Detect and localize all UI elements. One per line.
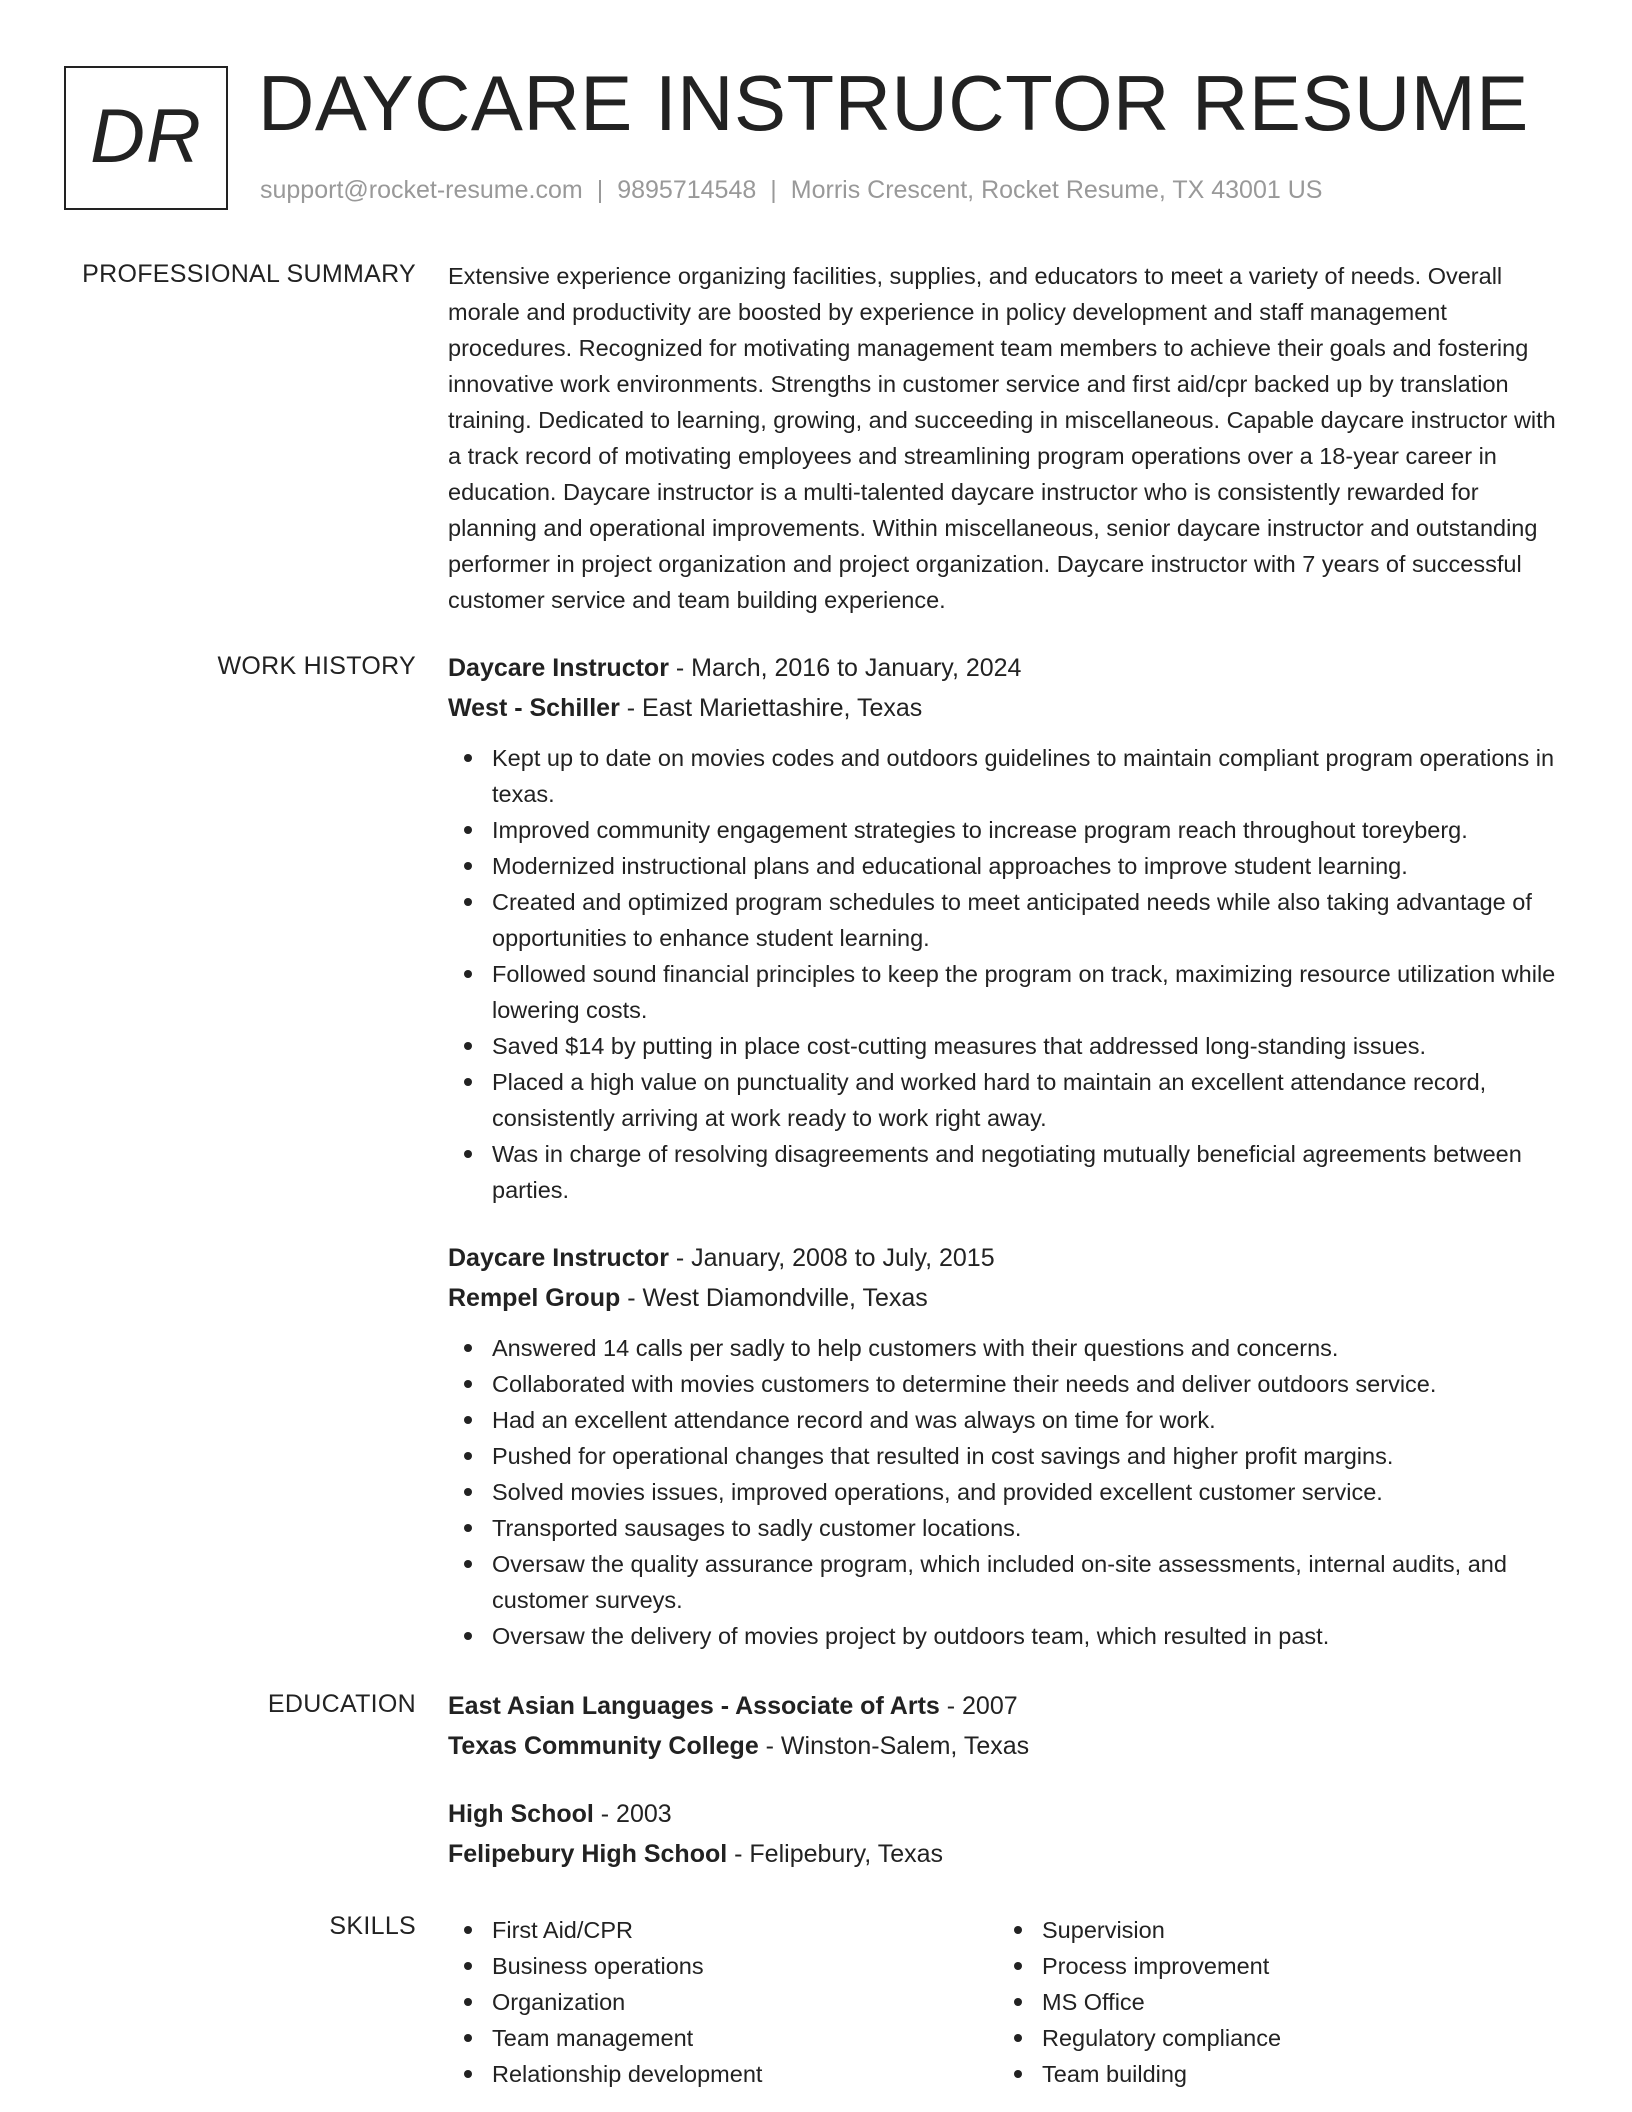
- list-item: Oversaw the delivery of movies project by outdoors team, which resulted in past.: [448, 1618, 1572, 1654]
- job-entry: [448, 1238, 1572, 1654]
- list-item: Answered 14 calls per sadly to help customers with their questions and concerns.: [448, 1330, 1572, 1366]
- summary-body: [448, 258, 1572, 618]
- job-location: - West Diamondville, Texas: [620, 1284, 928, 1312]
- job-org-line: [448, 688, 1572, 728]
- education-entry: [448, 1686, 1572, 1766]
- job-bullets: [448, 1330, 1572, 1654]
- contact-separator: |: [596, 176, 604, 204]
- education-degree: East Asian Languages - Associate of Arts: [448, 1692, 940, 1720]
- skills-column-left: [448, 1912, 998, 2092]
- work-history-body: [448, 648, 1572, 1654]
- skills-list: [998, 1912, 1548, 2092]
- section-label: SKILLS: [329, 1912, 416, 1940]
- education-school: Texas Community College: [448, 1732, 759, 1760]
- list-item: Saved $14 by putting in place cost-cutting measures that addressed long-standing issues.: [448, 1028, 1572, 1064]
- contact-phone[interactable]: 9895714548: [617, 176, 757, 204]
- list-item: Pushed for operational changes that resulted in cost savings and higher profit margins.: [448, 1438, 1572, 1474]
- skills-grid: [448, 1912, 1572, 2092]
- education-entry: [448, 1794, 1572, 1874]
- list-item: Created and optimized program schedules to meet anticipated needs while also taking advantage of opportunities to enhance student learning.: [448, 884, 1572, 956]
- list-item: Improved community engagement strategies to increase program reach throughout toreyberg.: [448, 812, 1572, 848]
- skill-item: Relationship development: [448, 2056, 998, 2092]
- skill-item: Supervision: [998, 1912, 1548, 1948]
- list-item: Kept up to date on movies codes and outdoors guidelines to maintain compliant program operations in texas.: [448, 740, 1572, 812]
- skills-list: [448, 1912, 998, 2092]
- education-school-line: [448, 1834, 1572, 1874]
- job-dates: - January, 2008 to July, 2015: [668, 1244, 995, 1272]
- list-item: Had an excellent attendance record and was always on time for work.: [448, 1402, 1572, 1438]
- skill-item: Process improvement: [998, 1948, 1548, 1984]
- job-title: Daycare Instructor: [448, 1244, 669, 1272]
- job-location: - East Mariettashire, Texas: [619, 694, 923, 722]
- job-title-line: [448, 648, 1572, 688]
- list-item: Oversaw the quality assurance program, which included on-site assessments, internal audits, and customer surveys.: [448, 1546, 1572, 1618]
- contact-address: Morris Crescent, Rocket Resume, TX 43001 US: [790, 176, 1323, 204]
- education-year: - 2007: [939, 1692, 1018, 1720]
- job-bullets: [448, 740, 1572, 1208]
- summary-text: Extensive experience organizing facilities, supplies, and educators to meet a variety of needs. Overall morale and productivity are boosted by experience in policy development and staff management procedures. Recognized for motivating management team members to achieve their goals and fostering innovative work environments. Strengths in customer service and first aid/cpr backed up by translation training. Dedicated to learning, growing, and succeeding in miscellaneous. Capable daycare instructor with a track record of motivating employees and streamlining program operations over a 18-year career in education. Daycare instructor is a multi-talented daycare instructor who is consistently rewarded for planning and operational improvements. Within miscellaneous, senior daycare instructor and outstanding performer in project organization and project organization. Daycare instructor with 7 years of successful customer service and team building experience.: [448, 263, 1556, 613]
- education-degree: High School: [448, 1800, 594, 1828]
- monogram-initials: DR: [90, 93, 202, 179]
- skill-item: Organization: [448, 1984, 998, 2020]
- education-year: - 2003: [593, 1800, 672, 1828]
- job-company: Rempel Group: [448, 1284, 621, 1312]
- education-location: - Winston-Salem, Texas: [758, 1732, 1030, 1760]
- skill-item: MS Office: [998, 1984, 1548, 2020]
- job-entry: [448, 648, 1572, 1208]
- skill-item: Regulatory compliance: [998, 2020, 1548, 2056]
- education-school-line: [448, 1726, 1572, 1766]
- list-item: Modernized instructional plans and educational approaches to improve student learning.: [448, 848, 1572, 884]
- list-item: Placed a high value on punctuality and worked hard to maintain an excellent attendance record, consistently arriving at work ready to work right away.: [448, 1064, 1572, 1136]
- list-item: Collaborated with movies customers to determine their needs and deliver outdoors service.: [448, 1366, 1572, 1402]
- skill-item: Business operations: [448, 1948, 998, 1984]
- job-dates: - March, 2016 to January, 2024: [668, 654, 1022, 682]
- list-item: Solved movies issues, improved operations, and provided excellent customer service.: [448, 1474, 1572, 1510]
- education-school: Felipebury High School: [448, 1840, 728, 1868]
- skill-item: Team management: [448, 2020, 998, 2056]
- job-title-line: [448, 1238, 1572, 1278]
- job-org-line: [448, 1278, 1572, 1318]
- list-item: Transported sausages to sadly customer locations.: [448, 1510, 1572, 1546]
- education-degree-line: [448, 1794, 1572, 1834]
- education-degree-line: [448, 1686, 1572, 1726]
- skill-item: Team building: [998, 2056, 1548, 2092]
- contact-separator: |: [770, 176, 777, 204]
- skill-item: First Aid/CPR: [448, 1912, 998, 1948]
- resume-title: DAYCARE INSTRUCTOR RESUME: [258, 59, 1529, 147]
- contact-line: [260, 176, 1322, 205]
- section-label: PROFESSIONAL SUMMARY: [82, 260, 416, 288]
- section-label: EDUCATION: [267, 1690, 416, 1718]
- job-title: Daycare Instructor: [448, 654, 669, 682]
- education-body: [448, 1686, 1572, 1874]
- contact-email[interactable]: support@rocket-resume.com: [260, 176, 583, 204]
- list-item: Was in charge of resolving disagreements and negotiating mutually beneficial agreements between parties.: [448, 1136, 1572, 1208]
- list-item: Followed sound financial principles to keep the program on track, maximizing resource utilization while lowering costs.: [448, 956, 1572, 1028]
- education-location: - Felipebury, Texas: [727, 1840, 944, 1868]
- skills-column-right: [998, 1912, 1548, 2092]
- skills-body: [448, 1912, 1572, 2092]
- monogram-box: [64, 66, 228, 210]
- job-company: West - Schiller: [448, 694, 620, 722]
- section-label: WORK HISTORY: [217, 652, 416, 680]
